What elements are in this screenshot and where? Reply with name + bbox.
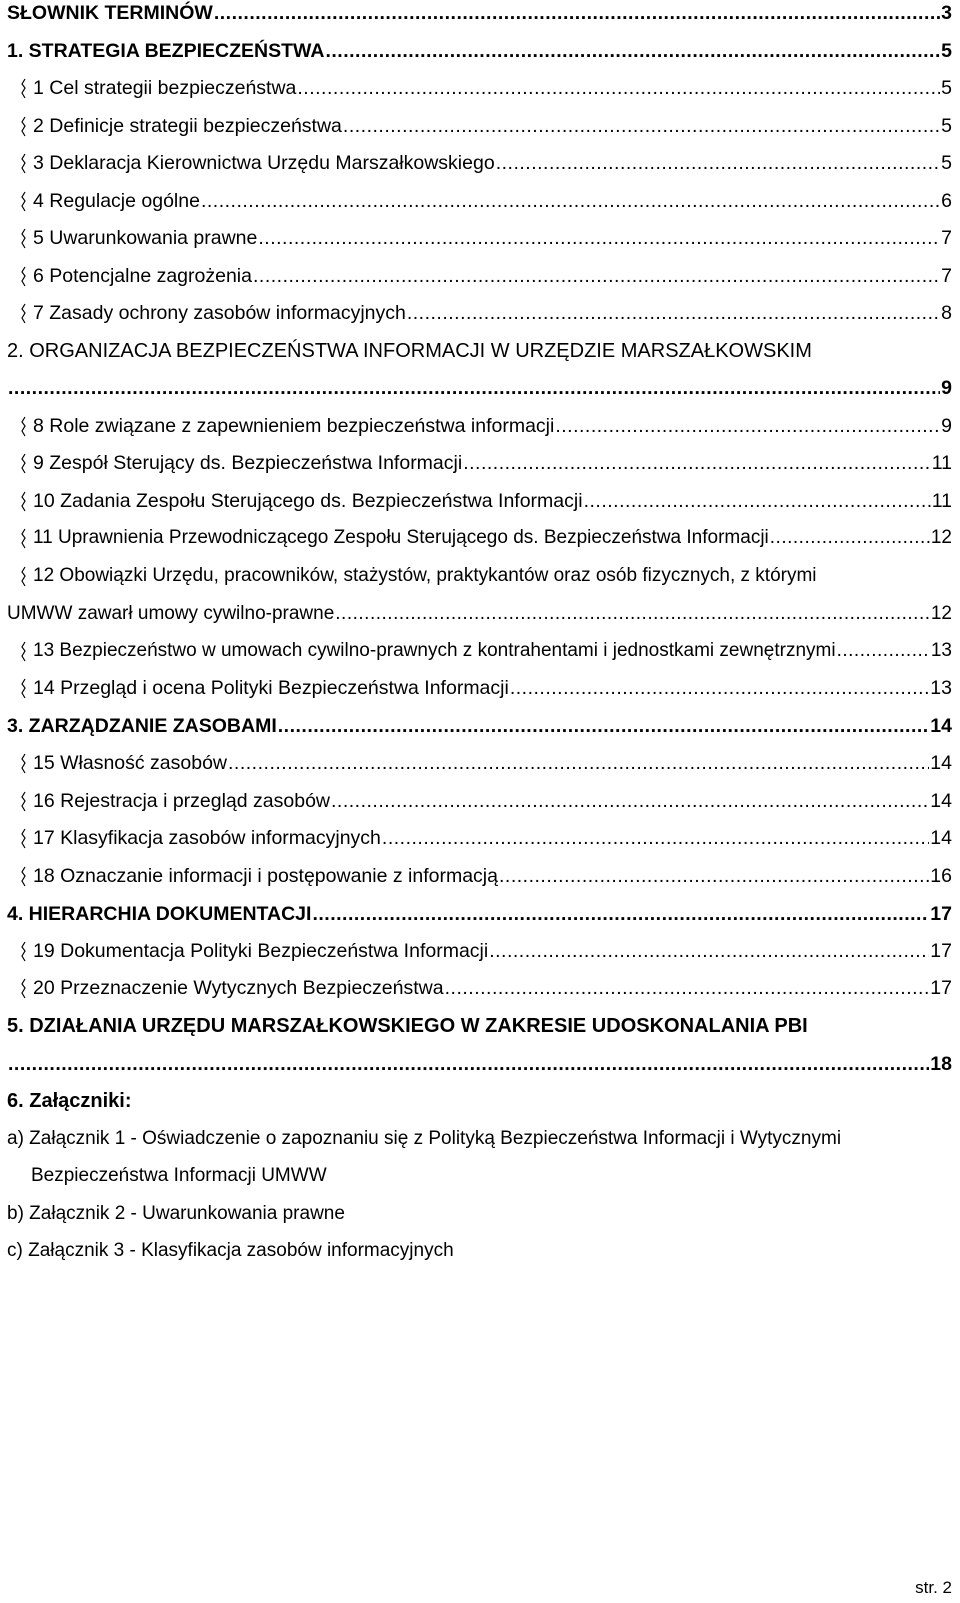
leader-dots (489, 940, 929, 963)
toc-page-number: 16 (930, 865, 952, 887)
toc-entry[interactable] (7, 527, 952, 549)
attachment-a-line2[interactable]: Bezpieczeństwa Informacji UMWW (31, 1165, 327, 1186)
toc-page-number: 5 (941, 77, 952, 99)
toc-entry[interactable] (7, 265, 952, 288)
toc-entry-label: 14 Przegląd i ocena Polityki Bezpieczeństwa Informacji (33, 677, 509, 699)
toc-entry-label: 3 Deklaracja Kierownictwa Urzędu Marszałkowskiego (33, 152, 495, 174)
leader-dots (8, 377, 940, 400)
toc-entry-label: 5 Uwarunkowania prawne (33, 227, 258, 249)
toc-section-6-title[interactable]: 6. Załączniki: (7, 1090, 132, 1112)
toc-entry[interactable] (7, 640, 952, 662)
toc-entry-label: 9 Zespół Sterujący ds. Bezpieczeństwa Informacji (33, 452, 463, 474)
toc-page-number: 18 (930, 1053, 952, 1075)
leader-dots (343, 115, 940, 138)
toc-entry-label: 15 Własność zasobów (33, 752, 228, 774)
attachment-c[interactable]: c) Załącznik 3 - Klasyfikacja zasobów informacyjnych (7, 1240, 454, 1261)
leader-dots (584, 490, 931, 513)
toc-entry-label: SŁOWNIK TERMINÓW (7, 2, 213, 24)
toc-page-number: 12 (930, 603, 952, 624)
toc-section-5-title[interactable]: 5. DZIAŁANIA URZĘDU MARSZAŁKOWSKIEGO W ZAKRESIE UDOSKONALANIA PBI (7, 1015, 808, 1037)
toc-entry[interactable] (7, 190, 952, 213)
toc-entry-label: 7 Zasady ochrony zasobów informacyjnych (33, 302, 406, 324)
toc-entry[interactable] (7, 865, 952, 888)
toc-page-number: 17 (930, 940, 952, 962)
toc-entry-label: 8 Role związane z zapewnieniem bezpieczeństwa informacji (33, 415, 555, 437)
toc-page-number: 12 (930, 527, 952, 548)
toc-entry-label: 18 Oznaczanie informacji i postępowanie z informacją (33, 865, 498, 887)
toc-entry[interactable] (7, 677, 952, 700)
toc-page-number: 14 (930, 715, 952, 737)
toc-page-number: 8 (941, 302, 952, 324)
toc-page-number: 9 (941, 415, 952, 437)
leader-dots (496, 152, 940, 175)
toc-entry-label: 11 Uprawnienia Przewodniczącego Zespołu Sterującego ds. Bezpieczeństwa Informacji (33, 527, 769, 548)
toc-entry[interactable] (7, 115, 952, 138)
toc-page-number: 14 (930, 827, 952, 849)
toc-page-number: 13 (930, 640, 952, 661)
toc-entry[interactable] (7, 452, 952, 475)
attachment-b[interactable]: b) Załącznik 2 - Uwarunkowania prawne (7, 1203, 345, 1224)
toc-page-number: 5 (941, 152, 952, 174)
toc-entry[interactable] (7, 490, 952, 513)
toc-entry[interactable] (7, 752, 952, 775)
toc-entry-label: 6 Potencjalne zagrożenia (33, 265, 252, 287)
leader-dots (463, 452, 931, 475)
leader-dots (445, 977, 930, 1000)
toc-page-number: 7 (941, 227, 952, 249)
toc-page-number: 13 (930, 677, 952, 699)
toc-entry-label: 20 Przeznaczenie Wytycznych Bezpieczeństwa (33, 977, 444, 999)
leader-dots (228, 752, 929, 775)
toc-page-number: 5 (941, 115, 952, 137)
toc-page-number: 6 (941, 190, 952, 212)
leader-dots (278, 715, 930, 738)
toc-entry-label: UMWW zawarł umowy cywilno-prawne (7, 603, 335, 624)
toc-entry[interactable] (7, 152, 952, 175)
toc-entry-label[interactable]: 12 Obowiązki Urzędu, pracowników, stażystów, praktykantów oraz osób fizycznych, z którymi (33, 565, 817, 586)
toc-entry-label: 17 Klasyfikacja zasobów informacyjnych (33, 827, 381, 849)
toc-entry[interactable] (7, 415, 952, 438)
leader-dots (297, 77, 940, 100)
toc-entry-label: 13 Bezpieczeństwo w umowach cywilno-prawnych z kontrahentami i jednostkami zewnętrznymi (33, 640, 836, 661)
leader-dots (312, 903, 929, 926)
leader-dots (253, 265, 940, 288)
toc-page-number: 14 (930, 790, 952, 812)
toc-entry-label: 16 Rejestracja i przegląd zasobów (33, 790, 330, 812)
toc-page-number: 14 (930, 752, 952, 774)
toc-page-number: 3 (941, 2, 952, 24)
toc-entry-label: 1 Cel strategii bezpieczeństwa (33, 77, 297, 99)
leader-dots (555, 415, 940, 438)
toc-page-number: 17 (930, 977, 952, 999)
toc-page-number: 11 (931, 490, 952, 512)
toc-entry[interactable] (7, 603, 952, 625)
leader-dots (510, 677, 929, 700)
toc-section-3[interactable] (7, 715, 952, 738)
toc-entry-label: 10 Zadania Zespołu Sterującego ds. Bezpieczeństwa Informacji (33, 490, 583, 512)
toc-section-2-title[interactable]: 2. ORGANIZACJA BEZPIECZEŃSTWA INFORMACJI W URZĘDZIE MARSZAŁKOWSKIM (7, 340, 812, 362)
toc-entry-label: 4. HIERARCHIA DOKUMENTACJI (7, 903, 312, 925)
toc-section-4[interactable] (7, 903, 952, 926)
toc-entry[interactable] (7, 940, 952, 963)
leader-dots (331, 790, 929, 813)
leader-dots (325, 40, 940, 63)
toc-entry-label: 19 Dokumentacja Polityki Bezpieczeństwa Informacji (33, 940, 489, 962)
leader-dots (407, 302, 940, 325)
toc-entry[interactable] (7, 977, 952, 1000)
toc-entry[interactable] (7, 77, 952, 100)
leader-dots (770, 527, 930, 549)
toc-page-number: 5 (941, 40, 952, 62)
leader-dots (214, 2, 940, 25)
leader-dots (258, 227, 940, 250)
leader-dots (8, 1053, 929, 1076)
attachment-a-line1[interactable]: a) Załącznik 1 - Oświadczenie o zapoznaniu się z Polityką Bezpieczeństwa Informacji i Wytycznymi (7, 1128, 842, 1149)
toc-entry[interactable] (7, 302, 952, 325)
subentry-branch-icon (20, 566, 27, 588)
leader-dots (335, 603, 930, 625)
toc-entry-label: 3. ZARZĄDZANIE ZASOBAMI (7, 715, 277, 737)
toc-section-5-page[interactable] (7, 1053, 952, 1076)
toc-entry-glossary[interactable] (7, 2, 952, 25)
toc-page-number: 7 (941, 265, 952, 287)
toc-page-number: 17 (930, 903, 952, 925)
toc-section-2-page[interactable] (7, 377, 952, 400)
toc-entry[interactable] (7, 827, 952, 850)
toc-entry-label: 4 Regulacje ogólne (33, 190, 200, 212)
page-number-footer: str. 2 (915, 1578, 952, 1597)
toc-entry-label: 1. STRATEGIA BEZPIECZEŃSTWA (7, 40, 325, 62)
leader-dots (499, 865, 929, 888)
toc-page-number: 11 (931, 452, 952, 474)
toc-entry[interactable] (7, 227, 952, 250)
leader-dots (837, 640, 930, 662)
leader-dots (382, 827, 929, 850)
leader-dots (201, 190, 940, 213)
toc-section-1[interactable] (7, 40, 952, 63)
toc-page-number: 9 (941, 377, 952, 399)
toc-entry[interactable] (7, 790, 952, 813)
toc-entry-label: 2 Definicje strategii bezpieczeństwa (33, 115, 342, 137)
